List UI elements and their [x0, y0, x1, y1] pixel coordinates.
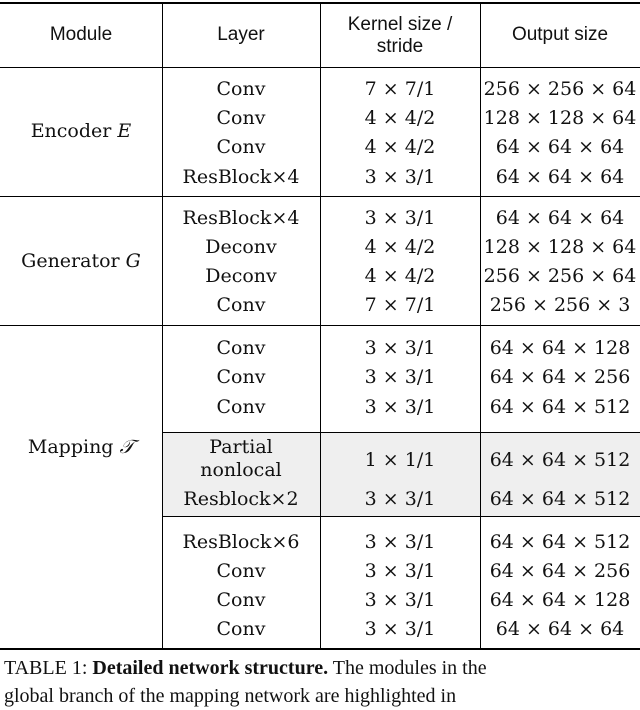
header-module: Module — [49, 24, 113, 45]
mapping-g3-row-3-kernel: 3 × 3/1 — [364, 589, 436, 611]
caption-line-1 — [4, 654, 640, 682]
mapping-g1-row-3-output: 64 × 64 × 512 — [489, 396, 631, 418]
caption-line-2: global branch of the mapping network are highlighted in — [4, 685, 457, 707]
generator-row-2-kernel: 4 × 4/2 — [364, 236, 436, 258]
encoder-row-3-layer: Conv — [216, 136, 266, 158]
encoder-row-2-kernel: 4 × 4/2 — [364, 107, 436, 129]
mapping-g3-row-4-layer: Conv — [216, 618, 266, 640]
mapping-g3-row-1-kernel: 3 × 3/1 — [364, 531, 436, 553]
module-mapping-label: Mapping — [27, 436, 114, 458]
header-kernel-line2: stride — [376, 36, 424, 57]
mapping-g1-row-1-layer: Conv — [216, 337, 266, 359]
encoder-row-2-output: 128 × 128 × 64 — [483, 107, 637, 129]
mapping-g3-row-2-kernel: 3 × 3/1 — [364, 560, 436, 582]
caption-prefix: TABLE 1: — [4, 657, 88, 679]
mapping-g2-row-1-layer-line1: Partial — [209, 436, 273, 458]
encoder-row-1-output: 256 × 256 × 64 — [483, 78, 637, 100]
mapping-g1-row-2-layer: Conv — [216, 366, 266, 388]
encoder-row-3-output: 64 × 64 × 64 — [495, 136, 625, 158]
encoder-row-1-kernel: 7 × 7/1 — [364, 78, 436, 100]
mapping-g3-row-2-layer: Conv — [216, 560, 266, 582]
mapping-g3-row-1-output: 64 × 64 × 512 — [489, 531, 631, 553]
mapping-g1-row-3-layer: Conv — [216, 396, 266, 418]
mapping-g3-row-4-kernel: 3 × 3/1 — [364, 618, 436, 640]
mapping-g1-row-1-kernel: 3 × 3/1 — [364, 337, 436, 359]
encoder-row-4-kernel: 3 × 3/1 — [364, 166, 436, 188]
header-output: Output size — [511, 24, 609, 45]
mapping-g1-row-2-kernel: 3 × 3/1 — [364, 366, 436, 388]
bottom-rule — [0, 648, 640, 650]
generator-row-4-output: 256 × 256 × 3 — [489, 294, 631, 316]
caption-text-1: The modules in the — [332, 657, 487, 679]
mapping-g3-row-3-output: 64 × 64 × 128 — [489, 589, 631, 611]
header-kernel-line1: Kernel size / — [347, 14, 453, 35]
generator-row-1-layer: ResBlock×4 — [182, 207, 300, 229]
encoder-row-2-layer: Conv — [216, 107, 266, 129]
generator-row-4-kernel: 7 × 7/1 — [364, 294, 436, 316]
mapping-g1-row-1-output: 64 × 64 × 128 — [489, 337, 631, 359]
encoder-row-3-kernel: 4 × 4/2 — [364, 136, 436, 158]
module-generator — [0, 250, 162, 272]
mapping-g1-row-3-kernel: 3 × 3/1 — [364, 396, 436, 418]
encoder-row-4-output: 64 × 64 × 64 — [495, 166, 625, 188]
encoder-row-1-layer: Conv — [216, 78, 266, 100]
caption-bold: Detailed network structure. — [92, 657, 329, 679]
module-generator-symbol: G — [125, 250, 141, 272]
mapping-g3-row-3-layer: Conv — [216, 589, 266, 611]
module-encoder-label: Encoder — [30, 120, 112, 142]
header-layer: Layer — [217, 24, 265, 45]
mapping-rule-2 — [162, 516, 640, 517]
generator-row-3-kernel: 4 × 4/2 — [364, 265, 436, 287]
generator-row-3-output: 256 × 256 × 64 — [483, 265, 637, 287]
mapping-rule-1 — [162, 432, 640, 433]
generator-row-4-layer: Conv — [216, 294, 266, 316]
generator-row-3-layer: Deconv — [205, 265, 277, 287]
mapping-g2-row-1-output: 64 × 64 × 512 — [489, 449, 631, 471]
mapping-g2-row-1-kernel: 1 × 1/1 — [364, 449, 436, 471]
mapping-g3-row-4-output: 64 × 64 × 64 — [495, 618, 625, 640]
mapping-g1-row-2-output: 64 × 64 × 256 — [489, 366, 631, 388]
table-caption — [4, 654, 640, 710]
generator-row-1-kernel: 3 × 3/1 — [364, 207, 436, 229]
mapping-g2-row-2-layer: Resblock×2 — [183, 488, 299, 510]
mapping-g3-row-1-layer: ResBlock×6 — [182, 531, 300, 553]
encoder-row-4-layer: ResBlock×4 — [182, 166, 300, 188]
module-mapping-symbol: 𝒯 — [119, 436, 135, 458]
generator-row-2-output: 128 × 128 × 64 — [483, 236, 637, 258]
mapping-g2-row-2-kernel: 3 × 3/1 — [364, 488, 436, 510]
generator-row-2-layer: Deconv — [205, 236, 277, 258]
module-generator-label: Generator — [21, 250, 120, 272]
mapping-g3-row-2-output: 64 × 64 × 256 — [489, 560, 631, 582]
module-mapping — [0, 436, 162, 458]
mapping-g2-row-1-layer-line2: nonlocal — [200, 459, 282, 481]
mapping-g2-row-2-output: 64 × 64 × 512 — [489, 488, 631, 510]
module-encoder — [0, 120, 162, 142]
generator-row-1-output: 64 × 64 × 64 — [495, 207, 625, 229]
module-encoder-symbol: E — [117, 120, 132, 142]
